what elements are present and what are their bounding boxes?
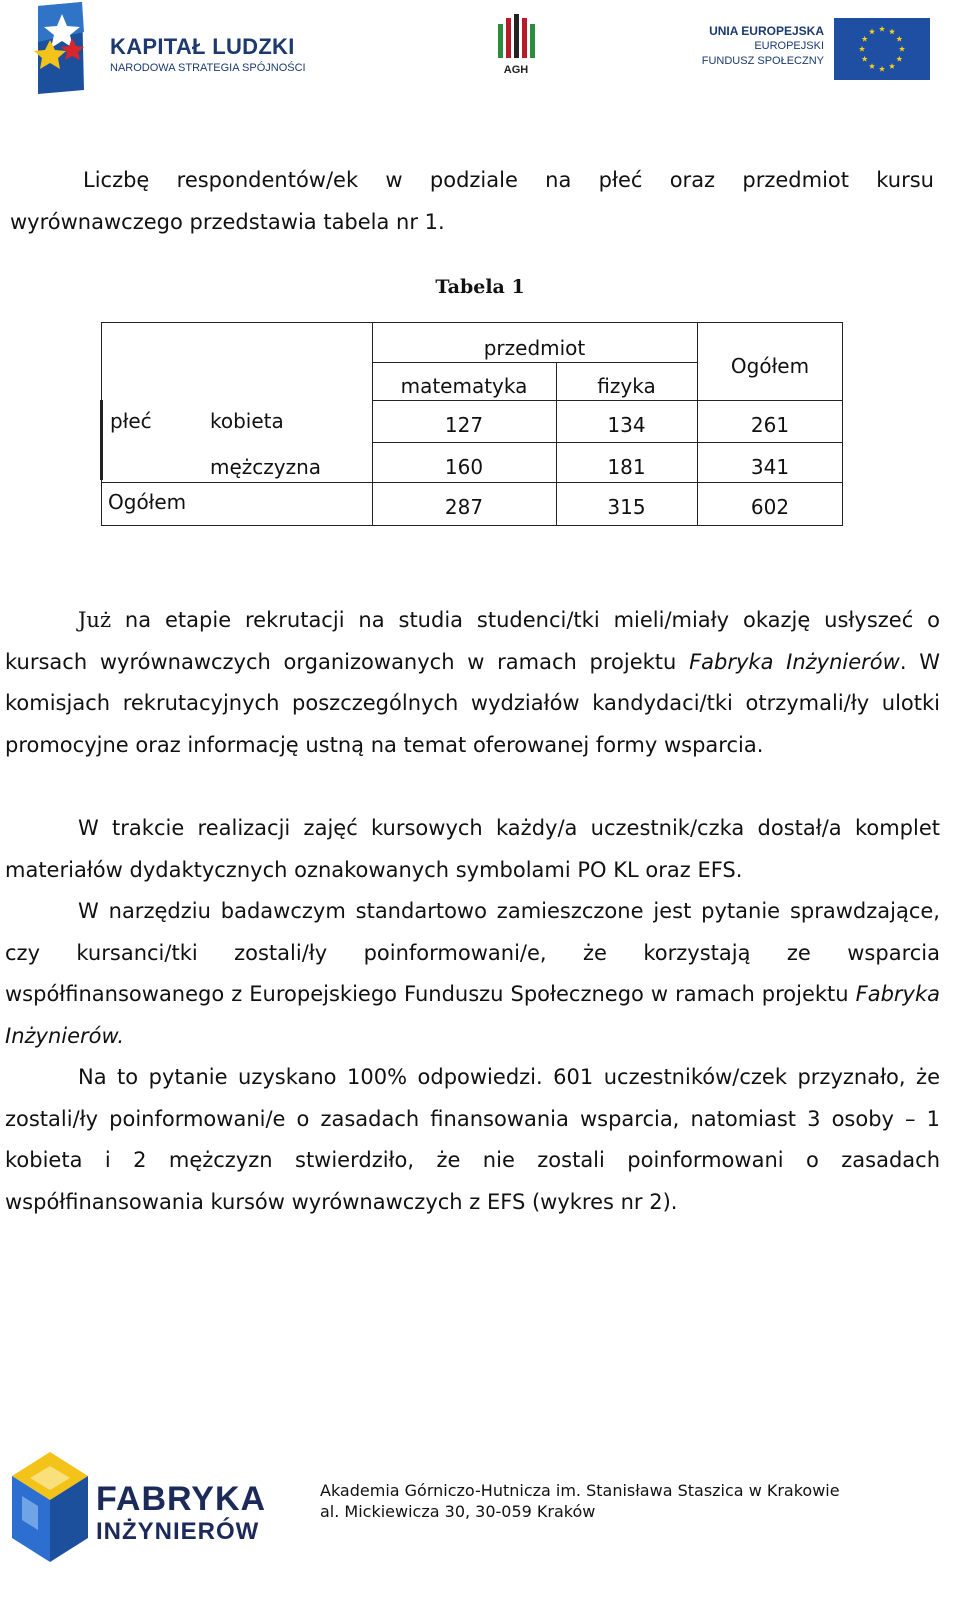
kapital-ludzki-subtitle: NARODOWA STRATEGIA SPÓJNOŚCI bbox=[110, 62, 306, 74]
row-label-total: Ogółem bbox=[108, 490, 187, 514]
paragraph-recruitment-start: Już bbox=[78, 608, 112, 632]
table-border-bottom bbox=[101, 525, 843, 526]
paragraph-question bbox=[5, 891, 940, 1057]
paragraph-materials: W trakcie realizacji zajęć kursowych każdy/a uczestnik/czka dostał/a komplet materiałów dydaktycznych oznakowanych symbolami PO KL oraz EFS. bbox=[5, 816, 940, 882]
paragraph-recruitment bbox=[5, 600, 940, 766]
eu-line-1: UNIA EUROPEJSKA bbox=[709, 24, 824, 38]
table-caption: Tabela 1 bbox=[435, 276, 525, 298]
table-divider-h2 bbox=[372, 400, 843, 401]
project-name-italic: Fabryka Inżynierów bbox=[689, 649, 900, 674]
cell-total-physics: 315 bbox=[607, 495, 646, 519]
eu-logo bbox=[700, 18, 930, 82]
footer-address bbox=[320, 1480, 840, 1522]
cell-mezczyzna-math: 160 bbox=[444, 455, 484, 479]
cell-kobieta-physics: 134 bbox=[607, 413, 646, 437]
cell-kobieta-total: 261 bbox=[750, 413, 790, 437]
intro-paragraph: Liczbę respondentów/ek w podziale na płeć oraz przedmiot kursu wyrównawczego przedstawia tabela nr 1. bbox=[10, 168, 934, 234]
paragraph-recruitment-b: . W komisjach rekrutacyjnych poszczególnych wydziałów kandydaci/tki otrzymali/ły ulotki promocyjne oraz informację ustną na temat oferowanej formy wsparcia. bbox=[5, 649, 940, 757]
eu-line-3: FUNDUSZ SPOŁECZNY bbox=[701, 55, 824, 67]
row-group-bar bbox=[100, 400, 103, 480]
address-line-1: Akademia Górniczo-Hutnicza im. Stanisława Staszica w Krakowie bbox=[320, 1481, 840, 1500]
page-footer bbox=[0, 1440, 960, 1597]
cell-mezczyzna-total: 341 bbox=[750, 455, 790, 479]
data-table bbox=[101, 322, 843, 526]
paragraph-results: Na to pytanie uzyskano 100% odpowiedzi. 601 uczestników/czek przyznało, że zostali/ły poinformowani/e o zasadach finansowania wsparcia, natomiast 3 osoby – 1 kobieta i 2 mężczyzn stwierdziło, że nie zostali poinformowani o zasadach współfinansowania kursów wyrównawczych z EFS (wykres nr 2). bbox=[5, 1065, 940, 1214]
fabryka-logo-line-2: INŻYNIERÓW bbox=[96, 1518, 260, 1545]
cell-total-math: 287 bbox=[444, 495, 484, 519]
header-total: Ogółem bbox=[730, 354, 810, 378]
table-border-top bbox=[101, 322, 843, 323]
agh-logo bbox=[494, 14, 538, 84]
paragraph-recruitment-a: na etapie rekrutacji na studia studenci/tki mieli/miały okazję usłyszeć o kursach wyrównawczych organizowanych w ramach projektu bbox=[5, 608, 940, 674]
page-header bbox=[0, 0, 960, 110]
agh-label: AGH bbox=[503, 64, 529, 76]
header-physics: fizyka bbox=[597, 374, 656, 398]
table-divider-h4 bbox=[101, 482, 843, 483]
cell-mezczyzna-physics: 181 bbox=[607, 455, 646, 479]
header-math: matematyka bbox=[400, 374, 528, 398]
eu-flag-icon bbox=[834, 18, 930, 80]
address-line-2: al. Mickiewicza 30, 30-059 Kraków bbox=[320, 1502, 596, 1521]
cell-kobieta-math: 127 bbox=[444, 413, 484, 437]
project-name-italic-2: Fabryka Inżynierów. bbox=[5, 982, 940, 1048]
eu-line-2: EUROPEJSKI bbox=[754, 40, 824, 52]
cell-total-total: 602 bbox=[750, 495, 790, 519]
fabryka-inzynierow-cube-icon bbox=[8, 1448, 92, 1566]
kapital-ludzki-flag-icon bbox=[32, 2, 94, 94]
header-przedmiot: przedmiot bbox=[483, 336, 586, 360]
eu-text bbox=[702, 24, 824, 69]
row-label-kobieta: kobieta bbox=[210, 409, 284, 433]
row-label-mezczyzna: mężczyzna bbox=[210, 455, 322, 479]
table-divider-h1 bbox=[372, 362, 697, 363]
paragraph-question-a: W narzędziu badawczym standartowo zamieszczone jest pytanie sprawdzające, czy kursanci/tki zostali/ły poinformowani/e, że korzystają ze wsparcia współfinansowanego z Europejskiego Funduszu Społecznego w ramach projektu bbox=[5, 899, 940, 1006]
kapital-ludzki-title: KAPITAŁ LUDZKI bbox=[110, 34, 295, 59]
table-divider-h3 bbox=[372, 442, 843, 443]
kapital-ludzki-logo bbox=[32, 2, 332, 98]
fabryka-logo-line-1: FABRYKA bbox=[96, 1480, 267, 1518]
agh-emblem-icon bbox=[494, 14, 538, 62]
row-group-label: płeć bbox=[110, 409, 152, 433]
